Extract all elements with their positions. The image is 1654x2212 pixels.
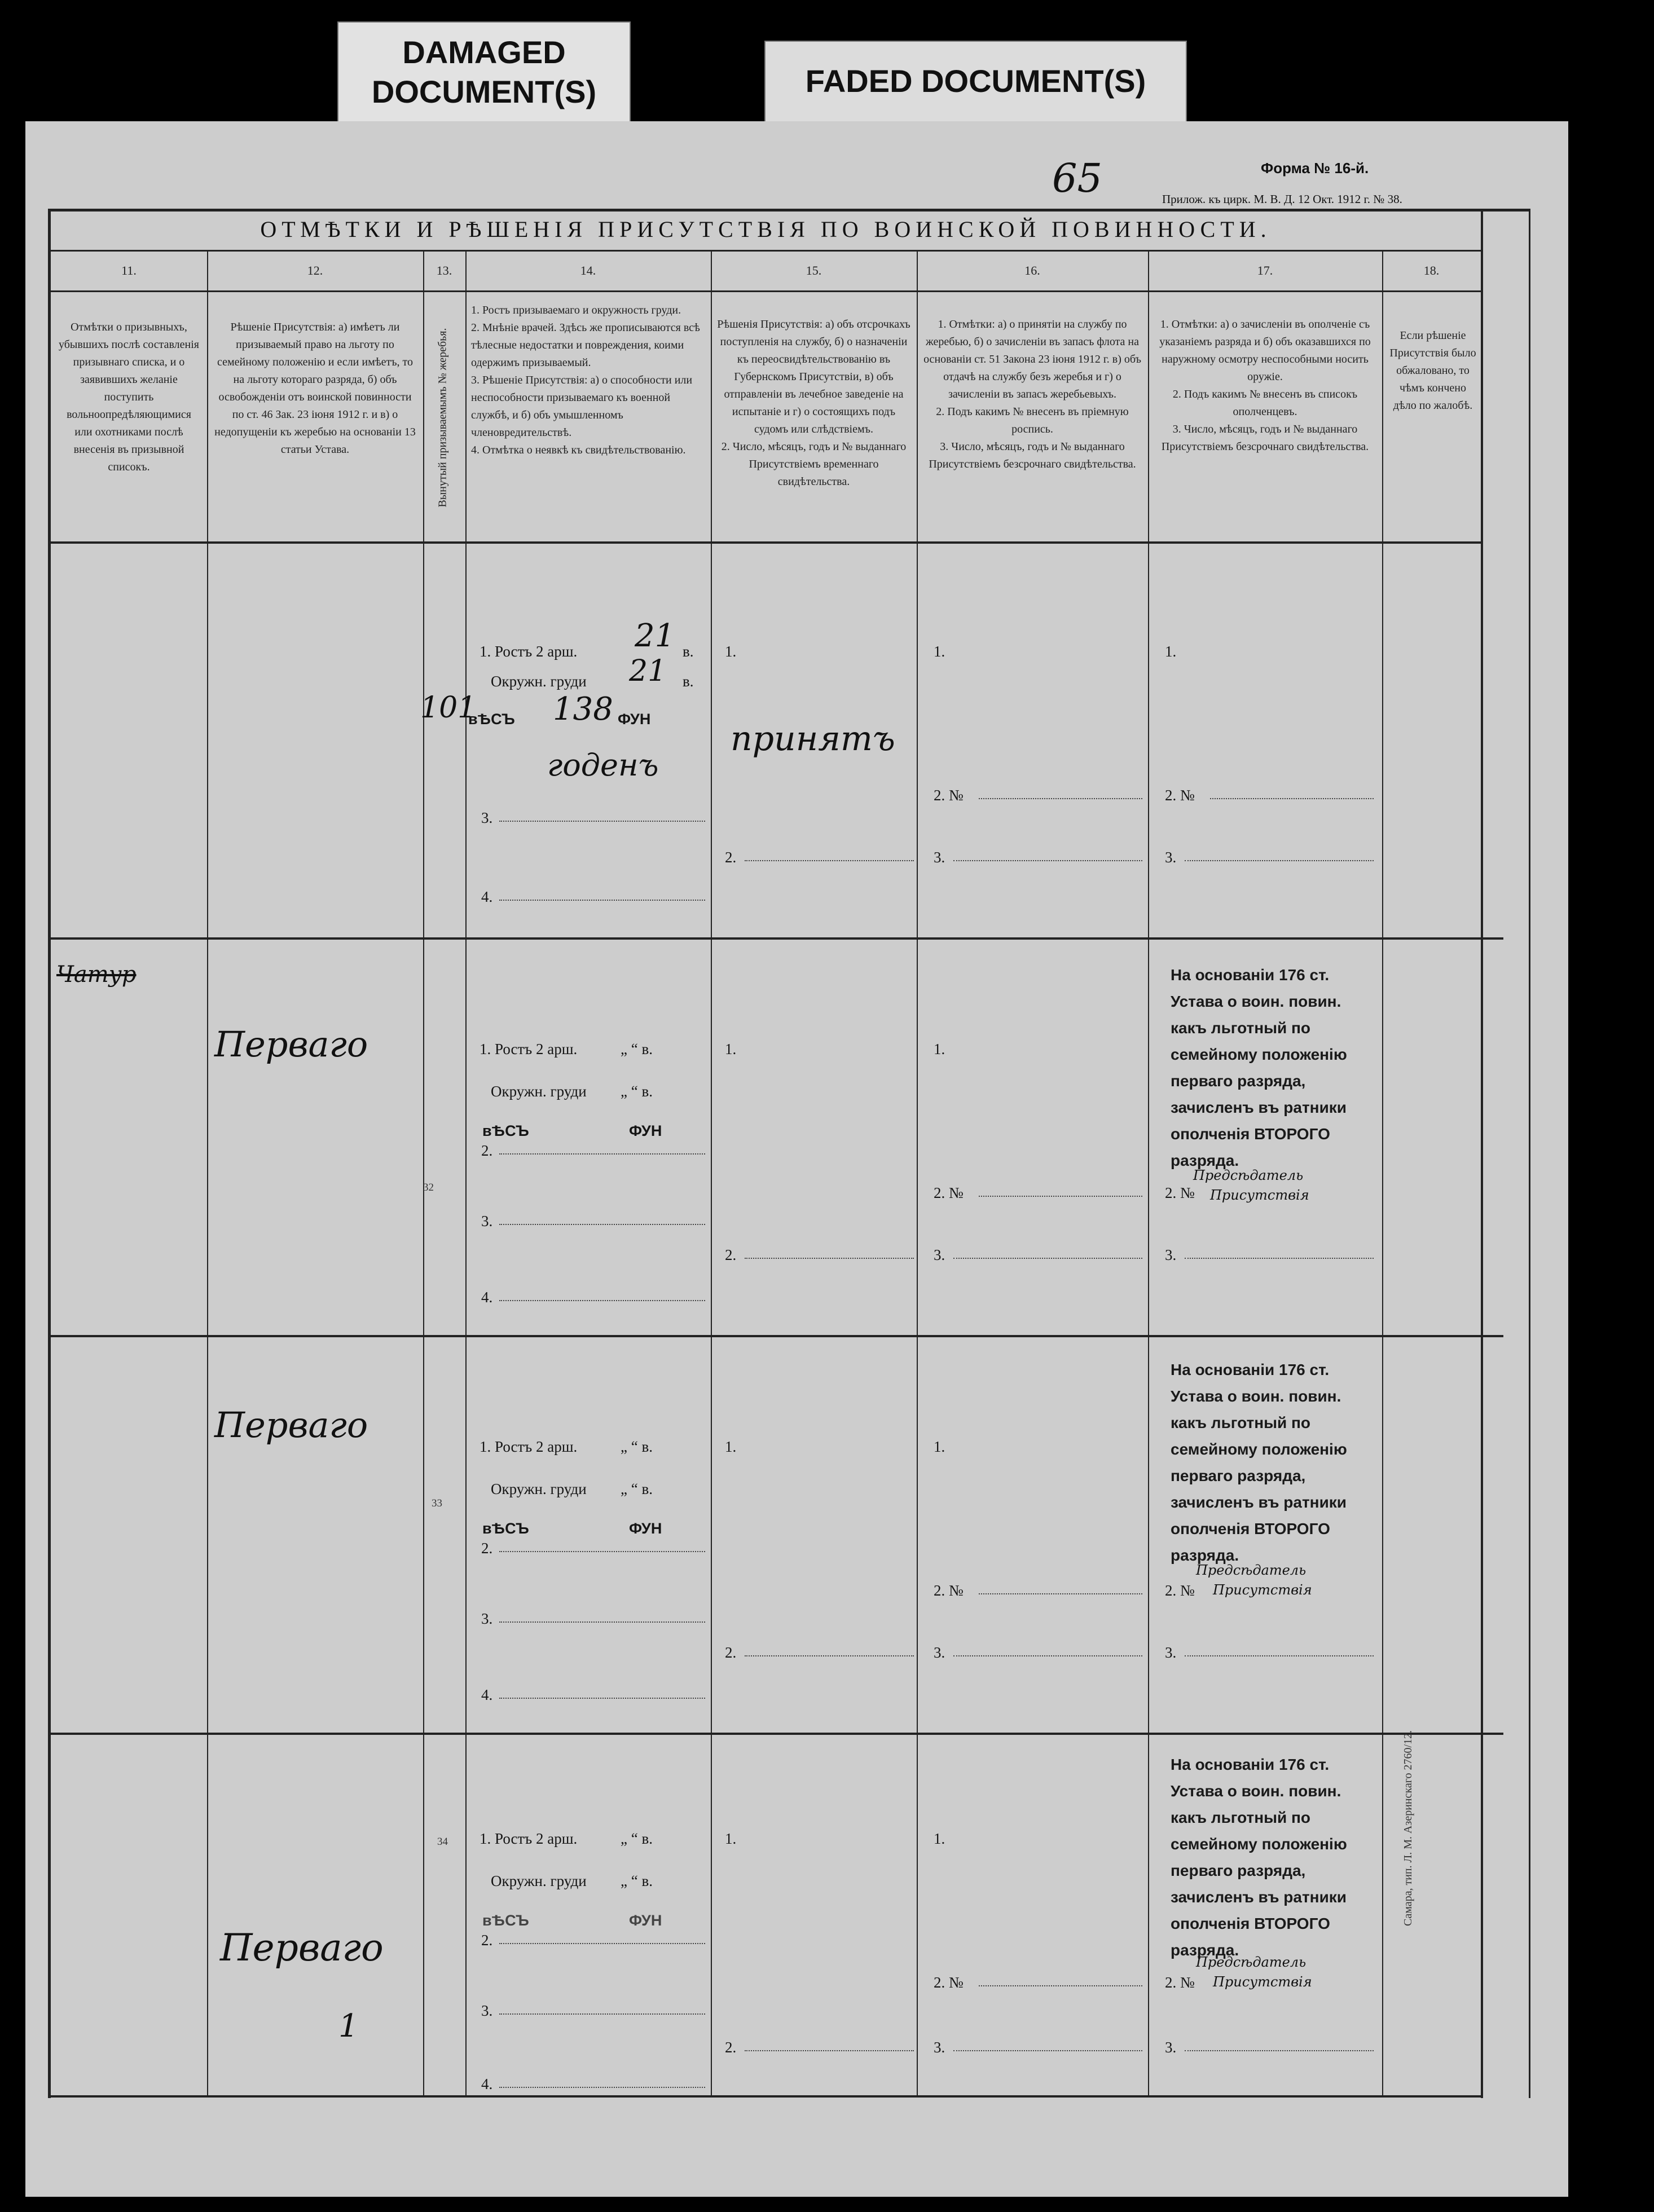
col17-item-3: 3. bbox=[1165, 1644, 1177, 1661]
dotline bbox=[979, 798, 1142, 799]
chairman-signature-1: Предсѣдатель bbox=[1196, 1562, 1307, 1578]
fitness-note: годенъ bbox=[547, 747, 659, 783]
col17-item-1: 1. bbox=[1165, 643, 1177, 660]
rost-unit: в. bbox=[683, 643, 694, 660]
dotline bbox=[499, 2087, 705, 2088]
col16-item-2: 2. № bbox=[934, 1974, 964, 1991]
dotline bbox=[499, 2013, 705, 2015]
lot-number: 101 bbox=[420, 691, 477, 725]
header-col-14: 1. Ростъ призываемаго и окружность груди. 2. Мнѣніе врачей. Здѣсь же прописываются всѣ тѣлесные недостатки и повреждения, коими одержимъ призываемый. 3. Рѣшеніе Присутствія: а) о способности или неспособности призываемаго къ военной службѣ, и б) объ умышленномъ членовредительствѣ. 4. Отмѣтка о неявкѣ къ свидѣтельствованію. bbox=[471, 304, 700, 456]
col16-item-2: 2. № bbox=[934, 1582, 964, 1599]
col15-item-2: 2. bbox=[725, 1644, 737, 1661]
ves-label: вѢСЪ bbox=[468, 711, 515, 728]
rost-label: 1. Ростъ 2 арш. bbox=[480, 643, 578, 660]
form-number: Форма № 16-й. bbox=[1261, 160, 1369, 177]
col-line-2 bbox=[423, 250, 424, 2097]
form-appendix: Прилож. къ цирк. М. В. Д. 12 Окт. 1912 г. № 38. bbox=[1162, 192, 1402, 206]
dotline bbox=[499, 1621, 705, 1623]
item-2: 2. bbox=[481, 1932, 493, 1949]
faded-document-tab bbox=[764, 41, 1187, 133]
col16-item-3: 3. bbox=[934, 2039, 945, 2056]
rost-label: 1. Ростъ 2 арш. bbox=[480, 1830, 578, 1847]
item-2: 2. bbox=[481, 1540, 493, 1557]
rost-quote: „ “ в. bbox=[621, 1438, 653, 1455]
margin-note: 33 bbox=[432, 1497, 442, 1509]
col16-item-1: 1. bbox=[934, 1830, 945, 1847]
col17-item-3: 3. bbox=[1165, 849, 1177, 866]
frame-top bbox=[48, 209, 1529, 211]
chairman-signature-1: Предсѣдатель bbox=[1193, 1167, 1304, 1183]
dotline bbox=[499, 1698, 705, 1699]
rost-value: 21 bbox=[635, 618, 675, 654]
exemption-category: Перваго bbox=[214, 1024, 368, 1065]
dotline bbox=[499, 1224, 705, 1225]
item-3: 3. bbox=[481, 809, 493, 826]
margin-note: 32 bbox=[423, 1182, 434, 1193]
grudi-label: Окружн. груди bbox=[491, 1872, 587, 1889]
col16-item-1: 1. bbox=[934, 1041, 945, 1057]
col17-item-2: 2. № bbox=[1165, 1184, 1195, 1201]
grudi-label: Окружн. груди bbox=[491, 1083, 587, 1100]
item-4: 4. bbox=[481, 888, 493, 905]
dotline bbox=[953, 2050, 1142, 2051]
dotline bbox=[499, 1943, 705, 1944]
header-col-13: Вынутый призываемымъ № жеребья. bbox=[436, 328, 449, 508]
header-col-16: 1. Отмѣтки: а) о принятіи на службу по жеребью, б) о зачисленіи въ запасъ флота на основаніи ст. 51 Закона 23 іюня 1912 г. в) объ отдачѣ на службу безъ жеребья и г) о зачисленіи въ запасъ жеребьевыхъ. 2. Подъ какимъ № внесенъ въ пріемную роспись. 3. Число, мѣсяцъ, годъ и № выданнаго Присутствіемъ безсрочнаго свидѣтельства. bbox=[923, 318, 1141, 470]
faded-document-label: FADED DOCUMENT(S) bbox=[805, 63, 1146, 99]
col16-item-3: 3. bbox=[934, 849, 945, 866]
col15-item-2: 2. bbox=[725, 1246, 737, 1263]
chairman-signature-1: Предсѣдатель bbox=[1196, 1954, 1307, 1970]
militia-stamp: На основаніи 176 ст. Устава о воин. повин. какъ льготный по семейному положенію перваго разряда, зачисленъ въ ратники ополченія ВТОРОГО разряда. bbox=[1171, 966, 1347, 1169]
dotline bbox=[499, 1551, 705, 1552]
header-col-15: Рѣшенія Присутствія: а) объ отсрочкахъ поступленія на службу, б) о назначеніи къ переосвидѣтельствованію въ Губернскомъ Присутствіи, в) объ отправленіи въ лечебное заведеніе на испытаніе и г) о состоящихъ подъ судомъ или слѣдствіемъ. 2. Число, мѣсяцъ, годъ и № выданнаго Присутствіемъ временнаго свидѣтельства. bbox=[717, 318, 910, 488]
item-3: 3. bbox=[481, 2002, 493, 2019]
fun-label: ФУН bbox=[618, 711, 651, 728]
dotline bbox=[745, 1258, 914, 1259]
dotline bbox=[499, 1153, 705, 1155]
col15-item-1: 1. bbox=[725, 643, 737, 660]
colnum-17: 17. bbox=[1257, 263, 1273, 277]
col15-item-2: 2. bbox=[725, 849, 737, 866]
dotline bbox=[745, 2050, 914, 2051]
colnum-15: 15. bbox=[806, 263, 822, 277]
margin-note: 34 bbox=[437, 1836, 448, 1848]
grudi-label: Окружн. груди bbox=[491, 673, 587, 690]
item-4: 4. bbox=[481, 1686, 493, 1703]
colnum-16: 16. bbox=[1024, 263, 1040, 277]
exemption-category: Перваго bbox=[214, 1404, 368, 1446]
register-page bbox=[25, 121, 1568, 2197]
chairman-signature-2: Присутствія bbox=[1213, 1582, 1312, 1598]
sheet-number: 65 bbox=[1052, 155, 1103, 201]
rost-quote: „ “ в. bbox=[621, 1830, 653, 1847]
grudi-value: 21 bbox=[629, 654, 667, 688]
ves-label: вѢСЪ bbox=[482, 1122, 529, 1139]
header-col-18: Если рѣшеніе Присутствія было обжаловано, то чѣмъ кончено дѣло по жалобѣ. bbox=[1389, 329, 1476, 412]
col17-item-3: 3. bbox=[1165, 1246, 1177, 1263]
title-rule bbox=[51, 250, 1481, 252]
rost-quote: „ “ в. bbox=[621, 1041, 653, 1057]
col-line-1 bbox=[207, 250, 208, 2097]
col16-item-1: 1. bbox=[934, 643, 945, 660]
dotline bbox=[1185, 860, 1374, 861]
col15-item-1: 1. bbox=[725, 1438, 737, 1455]
dotline bbox=[745, 860, 914, 861]
chairman-signature-2: Присутствія bbox=[1213, 1974, 1312, 1990]
frame-left bbox=[48, 209, 51, 2098]
grudi-quote: „ “ в. bbox=[621, 1480, 653, 1497]
dotline bbox=[499, 900, 705, 901]
row-rule-3 bbox=[51, 1733, 1503, 1735]
militia-stamp: На основаніи 176 ст. Устава о воин. повин. какъ льготный по семейному положенію перваго разряда, зачисленъ въ ратники ополченія ВТОРОГО разряда. bbox=[1171, 1756, 1347, 1959]
dotline bbox=[953, 860, 1142, 861]
item-3: 3. bbox=[481, 1610, 493, 1627]
dotline bbox=[979, 1985, 1142, 1986]
dotline bbox=[1185, 1655, 1374, 1656]
col17-item-2: 2. № bbox=[1165, 787, 1195, 804]
colnum-18: 18. bbox=[1423, 263, 1440, 277]
col16-item-1: 1. bbox=[934, 1438, 945, 1455]
dotline bbox=[499, 821, 705, 822]
col16-item-3: 3. bbox=[934, 1644, 945, 1661]
header-col-11: Отмѣтки о призывныхъ, убывшихъ послѣ составленія призывнаго списка, и о заявившихъ желаніе поступить вольноопредѣляющимися или охотниками послѣ внесенія въ призывной списокъ. bbox=[58, 321, 199, 473]
dotline bbox=[979, 1593, 1142, 1594]
item-4: 4. bbox=[481, 2076, 493, 2092]
frame-right bbox=[1481, 209, 1483, 2098]
grudi-quote: „ “ в. bbox=[621, 1872, 653, 1889]
colnum-rule bbox=[51, 290, 1481, 292]
dotline bbox=[1185, 1258, 1374, 1259]
col17-item-3: 3. bbox=[1165, 2039, 1177, 2056]
frame-right-outer bbox=[1529, 209, 1530, 2098]
row-rule-1 bbox=[51, 937, 1503, 940]
col-line-6 bbox=[1148, 250, 1149, 2097]
damaged-document-tab bbox=[337, 21, 631, 129]
col17-item-2: 2. № bbox=[1165, 1974, 1195, 1991]
page-title: ОТМѢТКИ И РѢШЕНІЯ ПРИСУТСТВІЯ ПО ВОИНСКОЙ ПОВИННОСТИ. bbox=[260, 217, 1272, 242]
chairman-signature-2: Присутствія bbox=[1210, 1187, 1309, 1203]
dotline bbox=[979, 1196, 1142, 1197]
item-2: 2. bbox=[481, 1142, 493, 1159]
col15-item-1: 1. bbox=[725, 1830, 737, 1847]
dotline bbox=[953, 1655, 1142, 1656]
ves-label: вѢСЪ bbox=[482, 1520, 529, 1537]
header-rule bbox=[51, 541, 1481, 544]
fun-label: ФУН bbox=[629, 1520, 662, 1537]
header-col-12: Рѣшеніе Присутствія: а) имѣетъ ли призываемый право на льготу по семейному положенію и если имѣетъ, то на льготу котораго разряда, б) объ освобожденіи отъ воинской повинности по ст. 46 Зак. 23 іюня 1912 г. и в) о недопущеніи къ жеребью на основаніи 13 статьи Устава. bbox=[214, 321, 416, 456]
ves-value: 138 bbox=[553, 691, 613, 728]
col16-item-2: 2. № bbox=[934, 1184, 964, 1201]
colnum-12: 12. bbox=[307, 263, 323, 277]
printer-imprint: Самара, тип. Л. М. Азеринскаго 2760/12. bbox=[1402, 1730, 1414, 1926]
militia-stamp: На основаніи 176 ст. Устава о воин. повин. какъ льготный по семейному положенію перваго разряда, зачисленъ въ ратники ополченія ВТОРОГО разряда. bbox=[1171, 1361, 1347, 1564]
item-3: 3. bbox=[481, 1213, 493, 1230]
col-line-3 bbox=[465, 250, 467, 2097]
colnum-11: 11. bbox=[121, 263, 137, 277]
rost-label: 1. Ростъ 2 арш. bbox=[480, 1438, 578, 1455]
col15-note: принятъ bbox=[731, 719, 895, 759]
fun-label: ФУН bbox=[629, 1122, 662, 1139]
table-bottom bbox=[51, 2095, 1481, 2098]
ves-label: вѢСЪ bbox=[482, 1912, 529, 1929]
col16-item-3: 3. bbox=[934, 1246, 945, 1263]
col16-item-2: 2. № bbox=[934, 787, 964, 804]
handwritten-mark: 1 bbox=[338, 2008, 359, 2044]
dotline bbox=[499, 1300, 705, 1301]
item-4: 4. bbox=[481, 1289, 493, 1306]
dotline bbox=[1185, 2050, 1374, 2051]
grudi-unit: в. bbox=[683, 673, 694, 690]
col-line-7 bbox=[1382, 250, 1383, 2097]
damaged-document-label: DAMAGED DOCUMENT(S) bbox=[371, 34, 597, 109]
col-line-4 bbox=[711, 250, 712, 2097]
row-rule-2 bbox=[51, 1335, 1503, 1337]
dotline bbox=[1210, 798, 1374, 799]
grudi-label: Окружн. груди bbox=[491, 1480, 587, 1497]
col15-item-2: 2. bbox=[725, 2039, 737, 2056]
col11-note: Чатур bbox=[56, 962, 137, 988]
col-line-5 bbox=[917, 250, 918, 2097]
colnum-14: 14. bbox=[580, 263, 596, 277]
col15-item-1: 1. bbox=[725, 1041, 737, 1057]
header-col-17: 1. Отмѣтки: а) о зачисленіи въ ополченіе съ указаніемъ разряда и б) объ оказавшихся по наружному осмотру неспособными носить оружіе. 2. Подъ какимъ № внесенъ въ списокъ ополченцевъ. 3. Число, мѣсяцъ, годъ и № выданнаго Присутствіемъ безсрочнаго свидѣтельства. bbox=[1159, 318, 1371, 453]
exemption-category: Перваго bbox=[220, 1926, 384, 1969]
dotline bbox=[953, 1258, 1142, 1259]
dotline bbox=[745, 1655, 914, 1656]
grudi-quote: „ “ в. bbox=[621, 1083, 653, 1100]
col17-item-2: 2. № bbox=[1165, 1582, 1195, 1599]
fun-label: ФУН bbox=[629, 1912, 662, 1929]
rost-label: 1. Ростъ 2 арш. bbox=[480, 1041, 578, 1057]
colnum-13: 13. bbox=[436, 263, 452, 277]
